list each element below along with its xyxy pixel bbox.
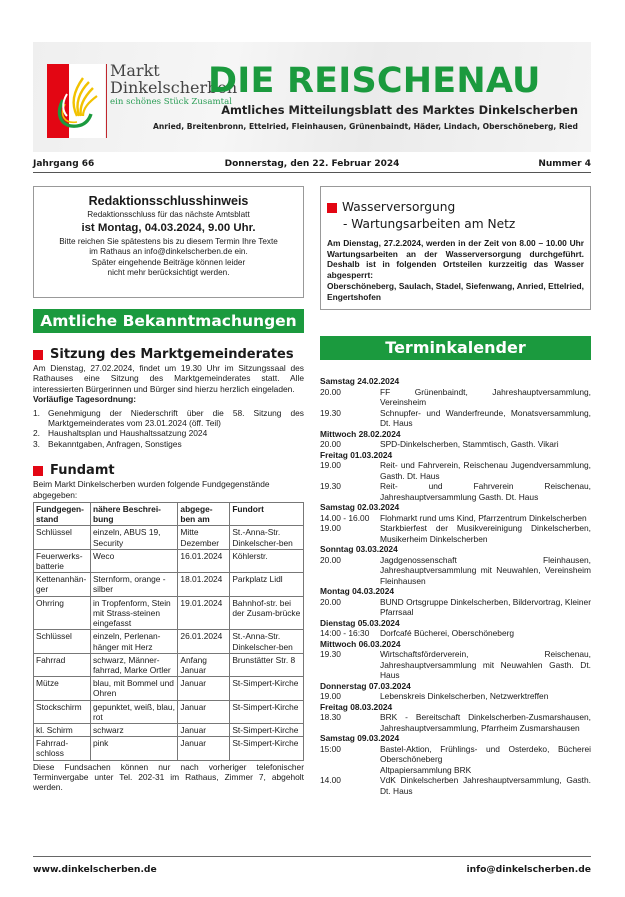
cell-location: St-Simpert-Kirche bbox=[230, 723, 304, 736]
event-time: 19.30 bbox=[320, 481, 341, 491]
footer-email-link[interactable]: info@dinkelscherben.de bbox=[466, 864, 591, 875]
cell-description: Sternform, orange - silber bbox=[90, 573, 177, 596]
council-meeting-body: Am Dienstag, 27.02.2024, findet um 19.30 Uhr im Sitzungssaal des Rathauses eine Sitzung des Marktgemeinderates statt. Alle interessierten Bürgerinnen und Bürger sind hierzu herzlich eingeladen. bbox=[33, 363, 304, 394]
calendar-event bbox=[320, 555, 591, 587]
cell-description: schwarz bbox=[90, 723, 177, 736]
event-time: 14:00 - 16:30 bbox=[320, 628, 370, 638]
cell-description: einzeln, Perlenan-hänger mit Herz bbox=[90, 630, 177, 653]
cell-date: Januar bbox=[178, 723, 230, 736]
cell-item: Schlüssel bbox=[34, 526, 91, 549]
water-notice-title-line2: - Wartungsarbeiten am Netz bbox=[343, 217, 516, 231]
wheat-swoosh-icon bbox=[47, 64, 105, 138]
red-square-bullet-icon bbox=[327, 203, 337, 213]
event-description: Bastel-Aktion, Frühlings- und Osterdeko, Bücherei Oberschöneberg bbox=[380, 743, 591, 764]
calendar-event bbox=[320, 387, 591, 408]
event-description: Dorfcafé Bücherei, Oberschöneberg bbox=[380, 628, 515, 638]
lost-found-title bbox=[33, 463, 304, 479]
event-calendar bbox=[320, 376, 591, 796]
event-description: Flohmarkt rund ums Kind, Pfarrzentrum Dinkelscherben bbox=[380, 512, 587, 523]
deadline-notice-subtitle: Redaktionsschluss für das nächste Amtsblatt bbox=[87, 210, 250, 219]
event-description: Starkbierfest der Musikvereinigung Dinkelscherben, Musikerheim Dinkelscherben bbox=[380, 523, 591, 544]
event-description: SPD-Dinkelscherben, Stammtisch, Gasth. Vikari bbox=[380, 439, 559, 449]
left-column bbox=[33, 186, 304, 793]
cell-location: Parkplatz Lidl bbox=[230, 573, 304, 596]
calendar-day-heading: Donnerstag 07.03.2024 bbox=[320, 680, 411, 691]
cell-item: Fahrrad bbox=[34, 653, 91, 676]
cell-location: St.-Anna-Str. Dinkelscher-ben bbox=[230, 526, 304, 549]
cell-item: kl. Schirm bbox=[34, 723, 91, 736]
event-time: 18.30 bbox=[320, 712, 341, 722]
agenda-item: 2. Haushaltsplan und Haushaltssatzung 2024 bbox=[33, 428, 208, 439]
event-description: Reit- und Fahrverein Reischenau, Jahreshauptversammlung Gasth. Dt. Haus bbox=[380, 481, 591, 502]
cell-item: Fahrrad-schloss bbox=[34, 737, 91, 760]
red-square-bullet-icon bbox=[33, 466, 43, 476]
table-header-row bbox=[34, 503, 304, 526]
calendar-day-heading: Freitag 08.03.2024 bbox=[320, 701, 393, 712]
municipality-logo bbox=[47, 64, 105, 138]
table-row bbox=[34, 596, 304, 630]
cell-item: Kettenanhän-ger bbox=[34, 573, 91, 596]
cell-item: Ohrring bbox=[34, 596, 91, 630]
calendar-event bbox=[320, 481, 591, 502]
event-time: 19.00 bbox=[320, 691, 341, 701]
calendar-header: Terminkalender bbox=[320, 336, 591, 360]
cell-date: Januar bbox=[178, 700, 230, 723]
cell-date: Januar bbox=[178, 677, 230, 700]
lost-found-table-body bbox=[34, 526, 304, 760]
deadline-date: ist Montag, 04.03.2024, 9.00 Uhr. bbox=[81, 222, 256, 234]
cell-description: einzeln, ABUS 19, Security bbox=[90, 526, 177, 549]
calendar-day-heading: Samstag 09.03.2024 bbox=[320, 733, 400, 743]
agenda-item: 1. Genehmigung der Niederschrift über die 58. Sitzung des Marktgemeinderates vom 23.01.2024 (öff. Teil) bbox=[33, 407, 304, 429]
table-row bbox=[34, 653, 304, 676]
cell-item: Feuerwerks-batterie bbox=[34, 549, 91, 572]
event-time: 20.00 bbox=[320, 439, 341, 449]
calendar-day-heading: Montag 04.03.2024 bbox=[320, 586, 395, 596]
event-description: Reit- und Fahrverein, Reischenau Jugendversammlung, Gasth. Dt. Haus bbox=[380, 460, 591, 481]
cell-item: Mütze bbox=[34, 677, 91, 700]
table-row bbox=[34, 549, 304, 572]
event-time: 19.00 bbox=[320, 460, 341, 470]
publication-places: Anried, Breitenbronn, Ettelried, Fleinhausen, Grünenbaindt, Häder, Lindach, Oberschöneberg, Ried bbox=[152, 122, 578, 131]
logo-divider bbox=[106, 64, 107, 138]
calendar-event bbox=[320, 691, 591, 702]
event-description: BRK - Bereitschaft Dinkelscherben-Zusmarshausen, Jahreshauptversammlung, Pfarrheim Zusmarshausen bbox=[380, 712, 591, 733]
calendar-day-heading: Dienstag 05.03.2024 bbox=[320, 617, 400, 628]
lost-found-section bbox=[33, 463, 304, 793]
calendar-event bbox=[320, 513, 591, 524]
calendar-event bbox=[320, 439, 591, 450]
calendar-day-heading: Freitag 01.03.2024 bbox=[320, 449, 393, 460]
table-row bbox=[34, 677, 304, 700]
publication-title: DIE REISCHENAU bbox=[208, 61, 541, 101]
cell-location: St-Simpert-Kirche bbox=[230, 677, 304, 700]
logo-tagline: ein schönes Stück Zusamtal bbox=[110, 97, 232, 107]
cell-date: Anfang Januar bbox=[178, 653, 230, 676]
cell-location: Köhlerstr. bbox=[230, 549, 304, 572]
water-notice-title-line1: Wasserversorgung bbox=[342, 200, 456, 214]
water-notice-places: Oberschöneberg, Saulach, Stadel, Siefenwang, Anried, Ettelried, Engertshofen bbox=[327, 281, 584, 302]
calendar-day-heading: Samstag 24.02.2024 bbox=[320, 376, 400, 386]
cell-date: Januar bbox=[178, 737, 230, 760]
logo-line-town: Dinkelscherben bbox=[110, 78, 238, 97]
lost-found-table bbox=[33, 502, 304, 760]
calendar-event bbox=[320, 649, 591, 681]
calendar-event bbox=[320, 408, 591, 429]
lost-found-title-text: Fundamt bbox=[50, 463, 115, 479]
event-time: 20.00 bbox=[320, 554, 341, 565]
event-time: 14.00 bbox=[320, 775, 341, 785]
event-time: 15:00 bbox=[320, 743, 341, 754]
cell-date: 26.01.2024 bbox=[178, 630, 230, 653]
agenda-list bbox=[33, 408, 304, 450]
event-time bbox=[320, 765, 380, 776]
issue-info-bar bbox=[33, 157, 591, 173]
masthead bbox=[33, 42, 591, 152]
calendar-event bbox=[320, 744, 591, 765]
table-row bbox=[34, 526, 304, 549]
cell-description: gepunktet, weiß, blau, rot bbox=[90, 700, 177, 723]
red-square-bullet-icon bbox=[33, 350, 43, 360]
calendar-event bbox=[320, 765, 591, 776]
council-meeting-section bbox=[33, 347, 304, 449]
logo-line-markt: Markt bbox=[110, 61, 160, 80]
table-row bbox=[34, 737, 304, 760]
cell-location: St-Simpert-Kirche bbox=[230, 700, 304, 723]
deadline-body-line: nicht mehr berücksichtigt werden. bbox=[107, 268, 230, 278]
calendar-day-heading: Samstag 02.03.2024 bbox=[320, 502, 400, 512]
calendar-day-heading: Sonntag 03.03.2024 bbox=[320, 544, 398, 554]
cell-item: Schlüssel bbox=[34, 630, 91, 653]
agenda-title: Vorläufige Tagesordnung: bbox=[33, 394, 136, 405]
event-time: 20.00 bbox=[320, 386, 341, 397]
cell-description: schwarz, Männer-fahrrad, Marke Ortler bbox=[90, 653, 177, 676]
cell-description: blau, mit Bommel und Ohren bbox=[90, 677, 177, 700]
cell-location: St-Simpert-Kirche bbox=[230, 737, 304, 760]
cell-description: pink bbox=[90, 737, 177, 760]
calendar-event bbox=[320, 712, 591, 733]
table-row bbox=[34, 700, 304, 723]
event-time: 19.30 bbox=[320, 649, 341, 659]
event-description: Wirtschaftsförderverein, Reischenau, Jahreshauptversammlung mit Neuwahlen Gasth. Dt. Haus bbox=[380, 649, 591, 680]
event-description: Jagdgenossenschaft Fleinhausen, Jahreshauptversammlung mit Neuwahlen, Vereinsheim Fleinhausen bbox=[380, 554, 591, 586]
calendar-event bbox=[320, 628, 591, 639]
issue-volume: Jahrgang 66 bbox=[33, 159, 95, 169]
water-notice-title bbox=[327, 199, 584, 233]
column-header-description: nähere Beschrei-bung bbox=[90, 503, 177, 526]
cell-description: in Tropfenform, Stein mit Strass-steinen eingefasst bbox=[90, 596, 177, 630]
table-row bbox=[34, 723, 304, 736]
cell-item: Stockschirm bbox=[34, 700, 91, 723]
deadline-body-line: im Rathaus an info@dinkelscherben.de ein. bbox=[89, 247, 248, 257]
calendar-day-heading: Mittwoch 28.02.2024 bbox=[320, 428, 401, 439]
event-description: BUND Ortsgruppe Dinkelscherben, Bildervortrag, Kleiner Pfarrsaal bbox=[380, 596, 591, 617]
cell-date: Mitte Dezember bbox=[178, 526, 230, 549]
event-description: Lebenskreis Dinkelscherben, Netzwerktreffen bbox=[380, 691, 549, 701]
event-description: VdK Dinkelscherben Jahreshauptversammlung, Gasth. Dt. Haus bbox=[380, 775, 591, 796]
right-column bbox=[320, 186, 591, 796]
cell-location: St.-Anna-Str. Dinkelscher-ben bbox=[230, 630, 304, 653]
council-meeting-title-text: Sitzung des Marktgemeinderates bbox=[50, 347, 294, 362]
event-description: FF Grünenbaindt, Jahreshauptversammlung, Vereinsheim bbox=[380, 386, 591, 407]
water-notice-box bbox=[320, 186, 591, 310]
column-header-item: Fundgegen-stand bbox=[34, 503, 91, 526]
lost-found-intro: Beim Markt Dinkelscherben wurden folgende Fundgegenstände abgegeben: bbox=[33, 479, 270, 500]
agenda-item: 3. Bekanntgaben, Anfragen, Sonstiges bbox=[33, 438, 182, 449]
event-time: 19.00 bbox=[320, 523, 341, 533]
cell-date: 16.01.2024 bbox=[178, 549, 230, 572]
table-row bbox=[34, 630, 304, 653]
event-time: 14.00 - 16.00 bbox=[320, 512, 370, 523]
event-description: Altpapiersammlung BRK bbox=[380, 764, 472, 775]
council-meeting-title bbox=[33, 347, 304, 363]
cell-location: Brunstätter Str. 8 bbox=[230, 653, 304, 676]
column-header-date: abgege-ben am bbox=[178, 503, 230, 526]
deadline-body-line: Später eingehende Beiträge können leider bbox=[91, 257, 246, 267]
deadline-notice-title: Redaktionsschlusshinweis bbox=[88, 194, 249, 208]
footer-website-link[interactable]: www.dinkelscherben.de bbox=[33, 864, 157, 875]
cell-description: Weco bbox=[90, 549, 177, 572]
deadline-notice-body bbox=[40, 237, 297, 279]
calendar-event bbox=[320, 523, 591, 544]
column-header-location: Fundort bbox=[230, 503, 304, 526]
event-time: 19.30 bbox=[320, 407, 341, 418]
table-row bbox=[34, 573, 304, 596]
issue-number: Nummer 4 bbox=[538, 159, 591, 169]
footer-divider bbox=[33, 856, 591, 857]
deadline-notice-box bbox=[33, 186, 304, 298]
cell-date: 18.01.2024 bbox=[178, 573, 230, 596]
publication-subtitle: Amtliches Mitteilungsblatt des Marktes Dinkelscherben bbox=[221, 103, 578, 117]
calendar-event bbox=[320, 775, 591, 796]
cell-date: 19.01.2024 bbox=[178, 596, 230, 630]
deadline-body-line: Bitte reichen Sie spätestens bis zu diesem Termin Ihre Texte bbox=[59, 237, 278, 246]
water-notice-body: Am Dienstag, 27.2.2024, werden in der Zeit von 8.00 – 10.00 Uhr Wartungsarbeiten an der Wasserversorgung durchgeführt. Deshalb ist in folgenden Ortsteilen kurzzeitig das Wasser abgesperrt: bbox=[327, 238, 584, 280]
event-description: Schnupfer- und Wanderfreunde, Monatsversammlung, Dt. Haus bbox=[380, 407, 591, 428]
official-announcements-header: Amtliche Bekanntmachungen bbox=[33, 309, 304, 333]
calendar-event bbox=[320, 597, 591, 618]
cell-location: Bahnhof-str. bei der Zusam-brücke bbox=[230, 596, 304, 630]
calendar-day-heading: Mittwoch 06.03.2024 bbox=[320, 638, 401, 649]
event-time: 20.00 bbox=[320, 596, 341, 607]
lost-found-outro: Diese Fundsachen können nur nach vorheriger telefonischer Terminvergabe unter Tel. 202-31 im Rathaus, Zimmer 7, abgeholt werden. bbox=[33, 761, 304, 793]
issue-date: Donnerstag, den 22. Februar 2024 bbox=[224, 159, 400, 169]
calendar-event bbox=[320, 460, 591, 481]
